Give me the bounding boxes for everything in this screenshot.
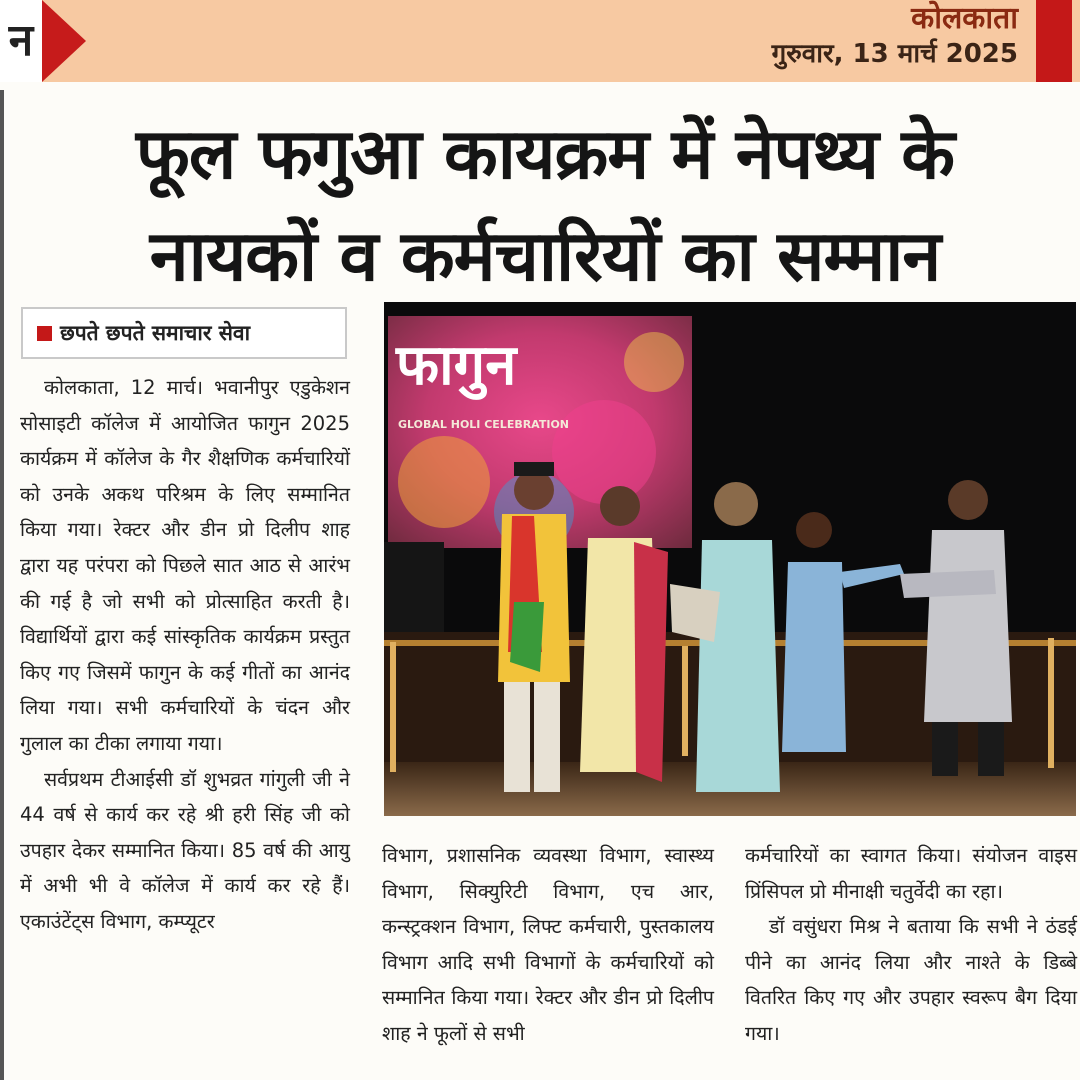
article-column-2 [382,838,714,1052]
article-column-3 [745,838,1077,1052]
agency-credit: छपते छपते समाचार सेवा [60,321,251,345]
screen-title: फागुन [396,332,517,398]
masthead-fragment: न [0,0,42,82]
headline-line-1: फूल फगुआ कायक्रम में नेपथ्य के [135,113,955,195]
headline [10,104,1080,307]
event-photo [384,302,1076,816]
masthead-date: गुरुवार, 13 मार्च 2025 [771,39,1018,69]
agency-credit-box [21,307,347,359]
masthead-city: कोलकाता [911,1,1018,36]
article-paragraph: सर्वप्रथम टीआईसी डॉ शुभव्रत गांगुली जी ने 44 वर्ष से कार्य कर रहे श्री हरी सिंह जी को उपहार देकर सम्मानित किया। 85 वर्ष की आयु में अभी भी वे कॉलेज में कार्य कर रहे हैं। एकाउंटेंट्स विभाग, कम्प्यूटर [20,767,350,933]
red-square-icon [37,326,52,341]
article-paragraph: कोलकाता, 12 मार्च। भवानीपुर एडुकेशन सोसाइटी कॉलेज में आयोजित फागुन 2025 कार्यक्रम में कॉलेज के गैर शैक्षणिक कर्मचारियों को उनके अकथ परिश्रम के लिए सम्मानित किया गया। रेक्टर और डीन प्रो दिलीप शाह द्वारा यह परंपरा को पिछले सात आठ से आरंभ की गई है जो सभी को प्रोत्साहित करती है। विद्यार्थियों द्वारा कई सांस्कृतिक कार्यक्रम प्रस्तुत किए गए जिसमें फागुन के कई गीतों का आनंद लिया गया। सभी कर्मचारियों के चंदन और गुलाल का टीका लगाया गया। [20,376,350,755]
page-left-rule [0,90,4,1080]
article-column-1 [20,370,350,940]
screen-subtitle: GLOBAL HOLI CELEBRATION [398,418,569,431]
article-paragraph: डॉ वसुंधरा मिश्र ने बताया कि सभी ने ठंडई पीने का आनंद लिया और नाश्ते के डिब्बे वितरित किए गए और उपहार स्वरूप बैग दिया गया। [745,915,1077,1045]
article-paragraph: विभाग, प्रशासनिक व्यवस्था विभाग, स्वास्थ्य विभाग, सिक्युरिटी विभाग, एच आर, कन्स्ट्रक्शन विभाग, लिफ्ट कर्मचारी, पुस्तकालय विभाग आदि सभी विभागों के कर्मचारियों को सम्मानित किया गया। रेक्टर और डीन प्रो दिलीप शाह ने फूलों से सभी [382,844,714,1045]
masthead [0,0,1080,82]
event-photo-illustration [384,302,1076,816]
article-paragraph: कर्मचारियों का स्वागत किया। संयोजन वाइस प्रिंसिपल प्रो मीनाक्षी चतुर्वेदी का रहा। [745,844,1077,903]
headline-line-2: नायकों व कर्मचारियों का सम्मान [149,214,941,297]
masthead-red-strip [1036,0,1072,82]
masthead-arrow [42,0,86,82]
